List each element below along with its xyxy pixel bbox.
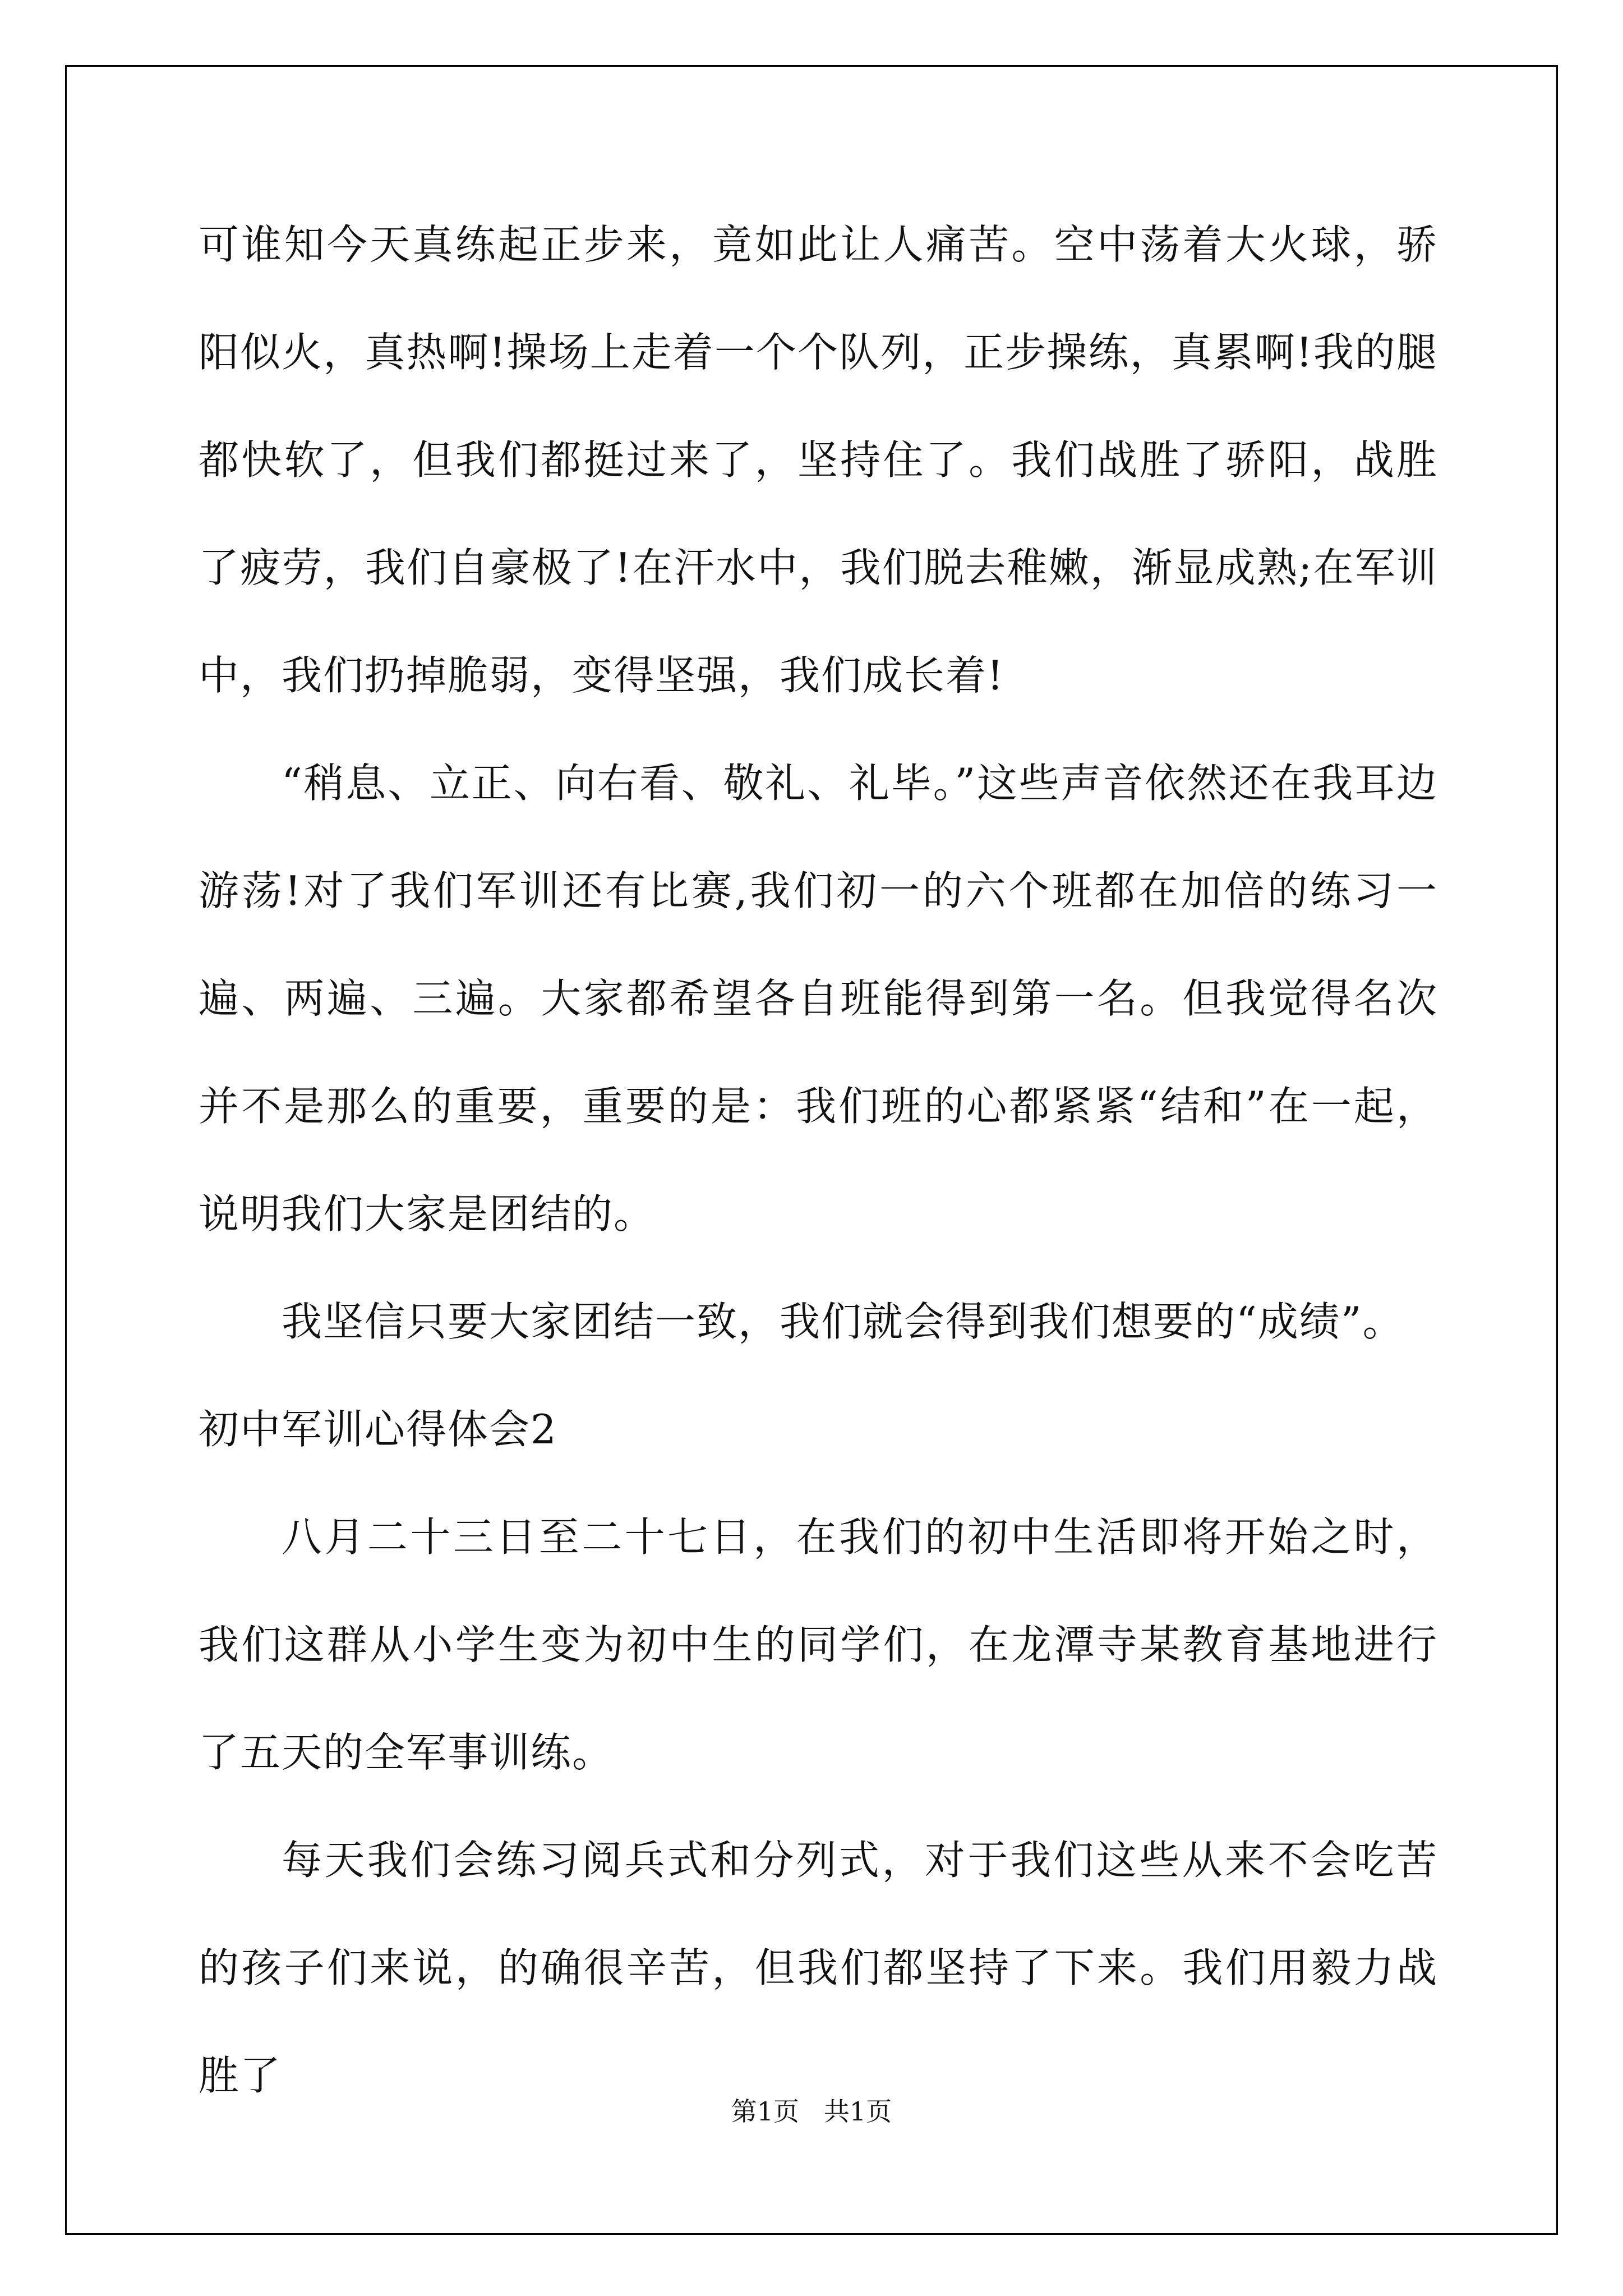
section-paragraph-1: 八月二十三日至二十七日，在我们的初中生活即将开始之时，我们这群从小学生变为初中生的同学们，在龙潭寺某教育基地进行了五天的全军事训练。 bbox=[199, 1513, 1438, 1776]
section-title: 初中军训心得体会2 bbox=[199, 1406, 557, 1453]
paragraph-2: “稍息、立正、向右看、敬礼、礼毕。”这些声音依然还在我耳边游荡!对了我们军训还有比赛,我们初一的六个班都在加倍的练习一遍、两遍、三遍。大家都希望各自班能得到第一名。但我觉得名次并不是那么的重要，重要的是：我们班的心都紧紧“结和”在一起，说明我们大家是团结的。 bbox=[199, 760, 1438, 1237]
document-body bbox=[199, 191, 1438, 2129]
page-footer: 第1页 共1页 bbox=[731, 2096, 892, 2127]
paragraph-1: 可谁知今天真练起正步来，竟如此让人痛苦。空中荡着大火球，骄阳似火，真热啊!操场上走着一个个队列，正步操练，真累啊!我的腿都快软了，但我们都挺过来了，坚持住了。我们战胜了骄阳，战胜了疲劳，我们自豪极了!在汗水中，我们脱去稚嫩，渐显成熟;在军训中，我们扔掉脆弱，变得坚强，我们成长着! bbox=[199, 221, 1438, 699]
paragraph-3: 我坚信只要大家团结一致，我们就会得到我们想要的“成绩”。 bbox=[282, 1298, 1404, 1345]
section-paragraph-2: 每天我们会练习阅兵式和分列式，对于我们这些从来不会吃苦的孩子们来说，的确很辛苦，但我们都坚持了下来。我们用毅力战胜了 bbox=[199, 1837, 1438, 2099]
